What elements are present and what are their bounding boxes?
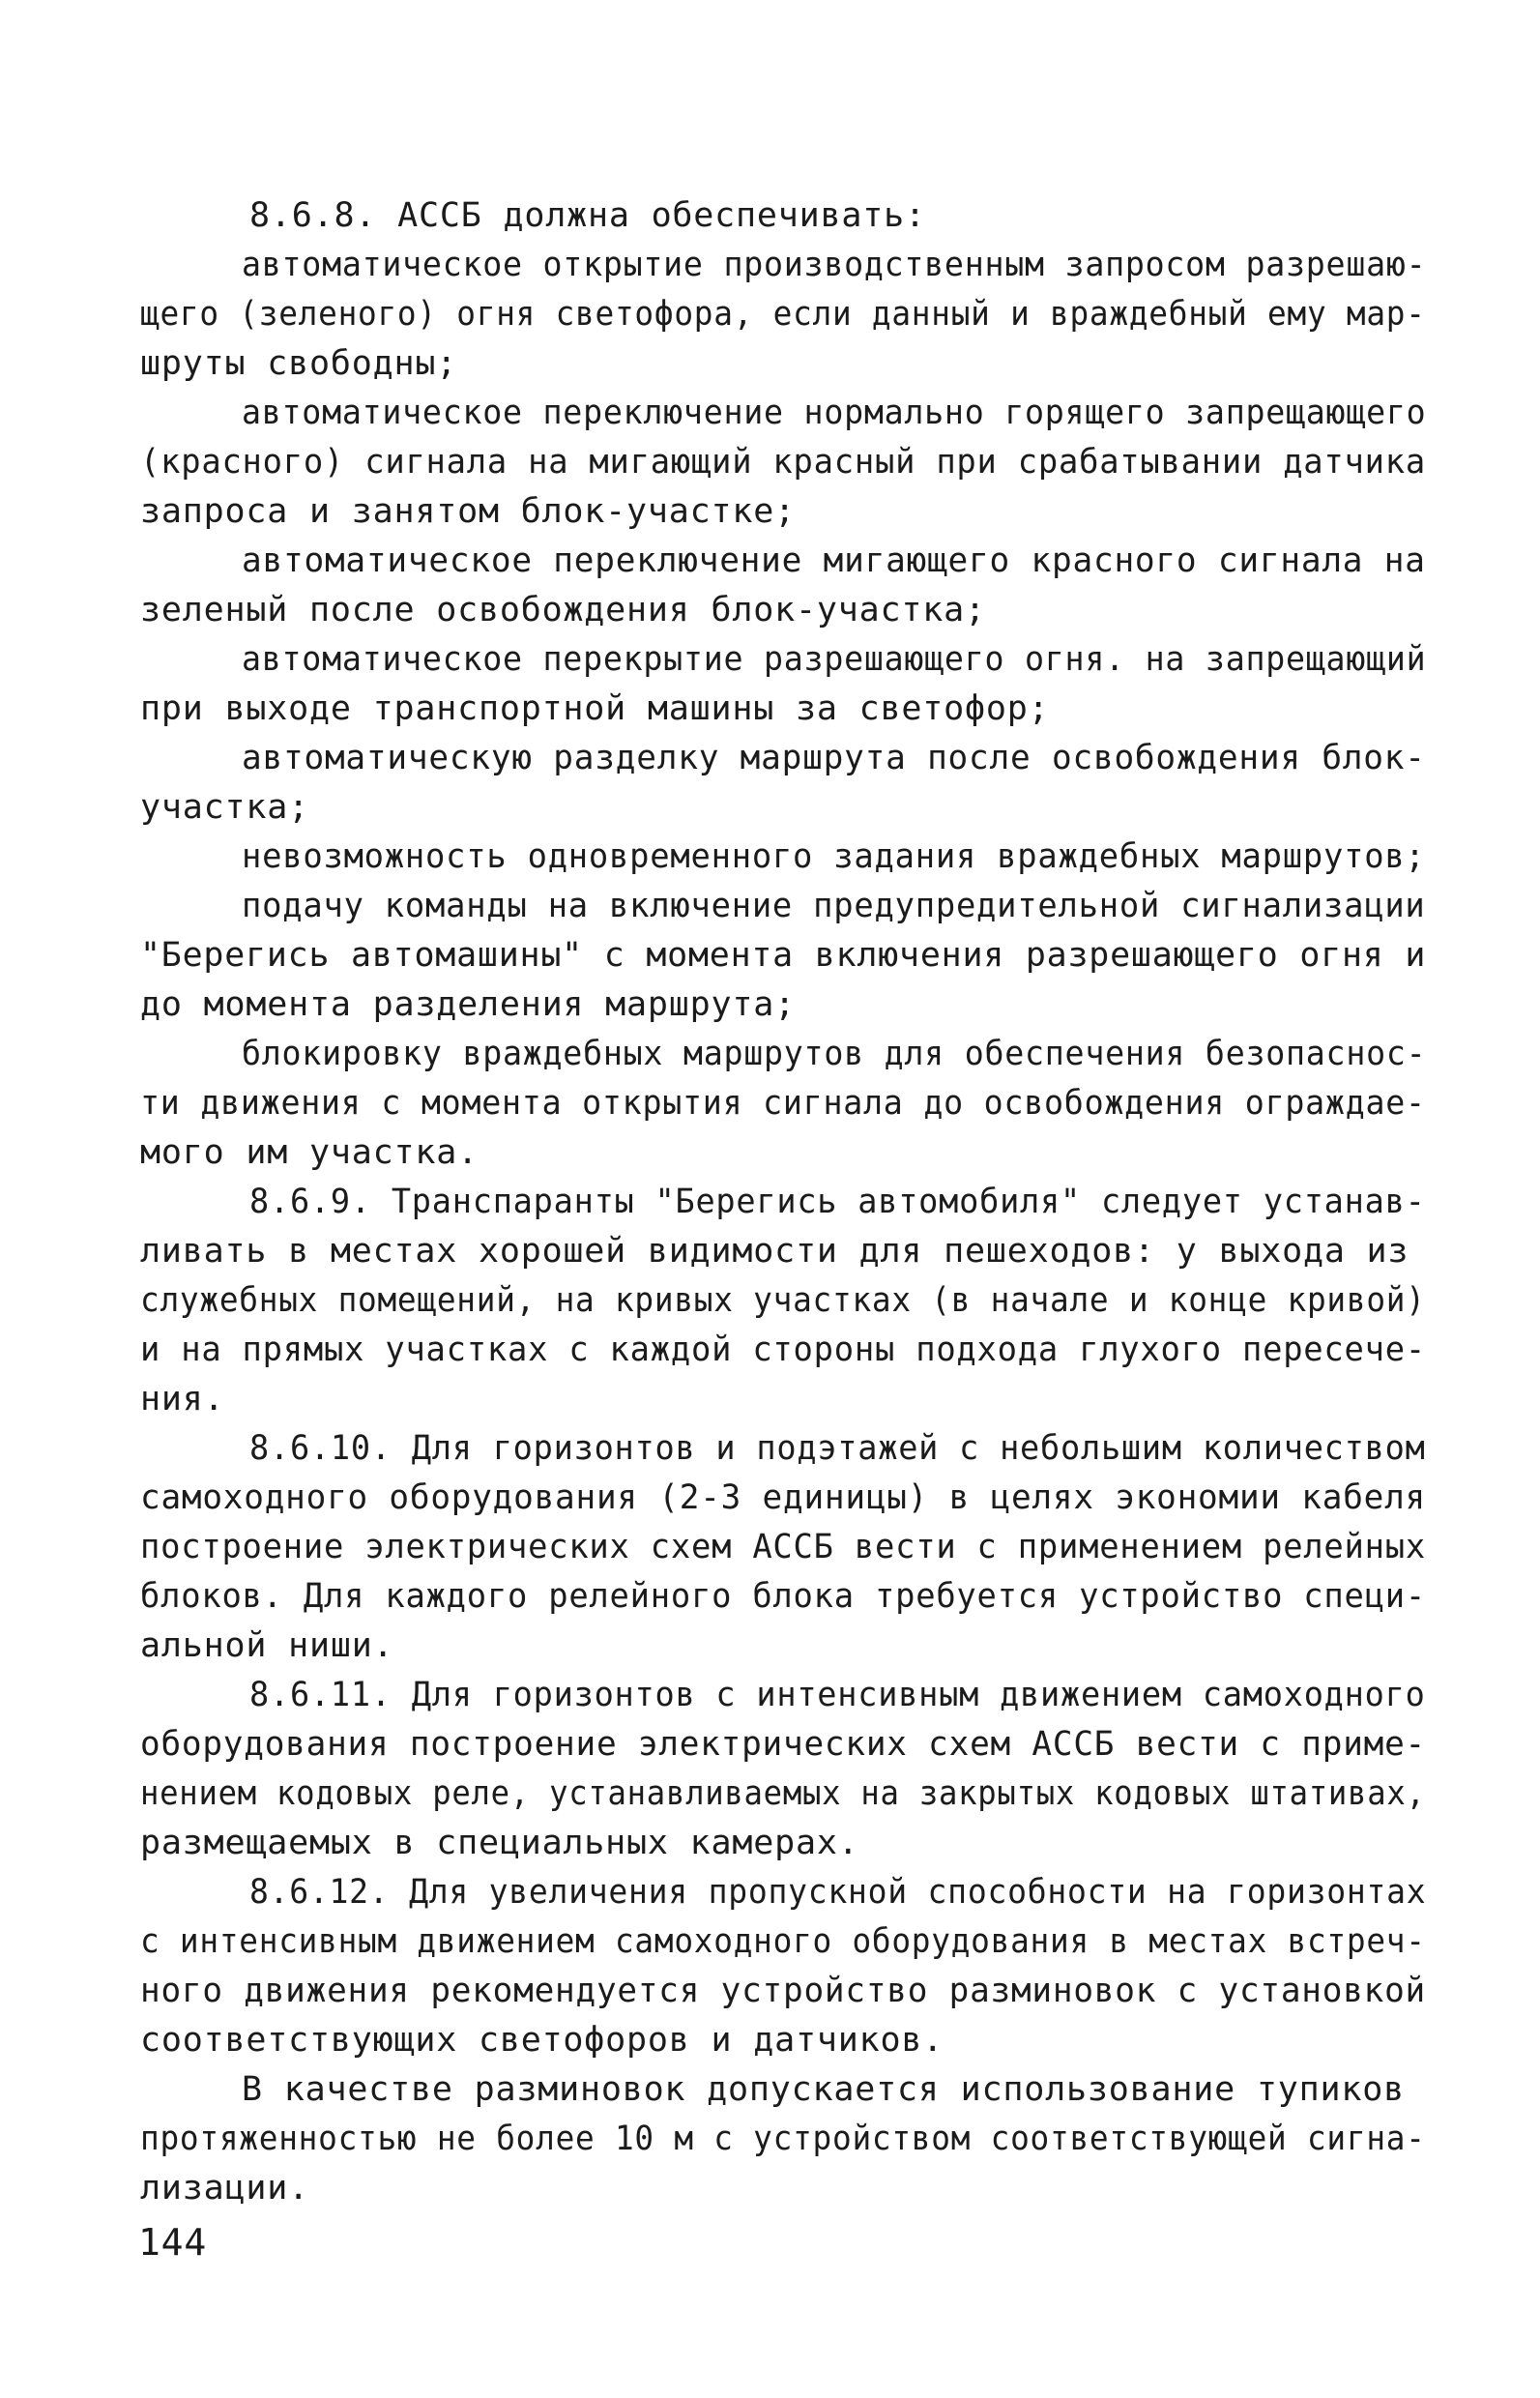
text-line: 8.6.8. АССБ должна обеспечивать:: [249, 196, 926, 235]
text-line: 8.6.11. Для горизонтов с интенсивным движением самоходного: [249, 1676, 1426, 1714]
text-line: самоходного оборудования (2-3 единицы) в целях экономии кабеля: [140, 1478, 1427, 1517]
text-line: щего (зеленого) огня светофора, если данный и враждебный ему мар-: [140, 295, 1426, 334]
text-line: В качестве разминовок допускается использование тупиков: [242, 2070, 1405, 2109]
text-line: шруты свободны;: [140, 344, 458, 383]
text-line: и на прямых участках с каждой стороны подхода глухого пересече-: [140, 1331, 1426, 1369]
text-line: (красного) сигнала на мигающий красный при срабатывании датчика: [140, 443, 1426, 482]
text-line: блоков. Для каждого релейного блока требуется устройство специ-: [140, 1577, 1426, 1616]
text-line: оборудования построение электрических схем АССБ вести с приме-: [140, 1725, 1427, 1764]
text-line: служебных помещений, на кривых участках (в начале и конце кривой): [140, 1281, 1426, 1320]
text-line: ния.: [140, 1380, 225, 1418]
text-line: автоматическое открытие производственным запросом разрешаю-: [242, 246, 1427, 284]
text-line: соответствующих светофоров и датчиков.: [140, 2021, 944, 2060]
text-line: с интенсивным движением самоходного оборудования в местах встреч-: [140, 1922, 1426, 1961]
text-line: построение электрических схем АССБ вести с применением релейных: [140, 1528, 1426, 1566]
text-line: автоматическое переключение мигающего красного сигнала на: [242, 541, 1426, 580]
text-line: 8.6.12. Для увеличения пропускной способности на горизонтах: [249, 1873, 1427, 1912]
text-line: автоматическую разделку маршрута после освобождения блок-: [242, 739, 1426, 777]
text-line: зеленый после освобождения блок-участка;: [140, 591, 986, 629]
text-line: ти движения с момента открытия сигнала до освобождения ограждае-: [140, 1084, 1426, 1123]
page-number: 144: [138, 2221, 208, 2264]
text-line: мого им участка.: [140, 1133, 479, 1172]
text-line: запроса и занятом блок-участке;: [140, 492, 797, 531]
text-line: ливать в местах хорошей видимости для пешеходов: у выхода из: [140, 1232, 1409, 1271]
text-line: 8.6.10. Для горизонтов и подэтажей с небольшим количеством: [249, 1429, 1426, 1468]
text-line: участка;: [140, 788, 309, 827]
text-line: "Берегись автомашины" с момента включения разрешающего огня и: [140, 936, 1427, 975]
text-line: невозможность одновременного задания враждебных маршрутов;: [242, 837, 1426, 876]
text-line: альной ниши.: [140, 1626, 394, 1665]
text-line: блокировку враждебных маршрутов для обеспечения безопаснос-: [242, 1035, 1427, 1073]
text-line: 8.6.9. Транспаранты "Берегись автомобиля" следует устанав-: [249, 1183, 1426, 1221]
text-line: лизации.: [140, 2169, 309, 2208]
text-line: размещаемых в специальных камерах.: [140, 1824, 859, 1862]
text-line: автоматическое переключение нормально горящего запрещающего: [242, 394, 1427, 432]
text-line: до момента разделения маршрута;: [140, 985, 797, 1024]
text-line: протяженностью не более 10 м с устройством соответствующей сигна-: [140, 2120, 1426, 2158]
text-line: при выходе транспортной машины за светофор;: [140, 689, 1050, 728]
text-line: автоматическое перекрытие разрешающего огня. на запрещающий: [242, 640, 1427, 679]
text-line: нением кодовых реле, устанавливаемых на закрытых кодовых штативах,: [140, 1774, 1426, 1813]
text-line: ного движения рекомендуется устройство разминовок с установкой: [140, 1972, 1427, 2010]
text-line: подачу команды на включение предупредительной сигнализации: [242, 887, 1426, 925]
